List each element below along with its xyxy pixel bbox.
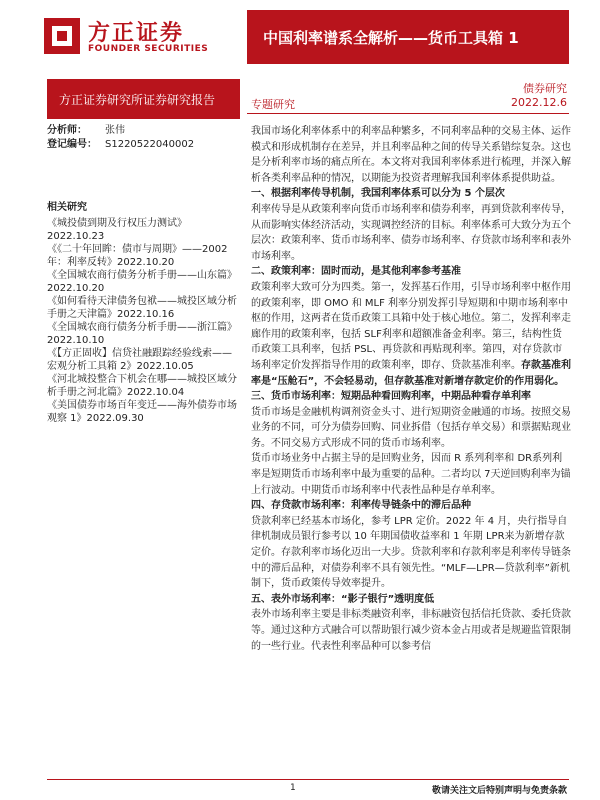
section-paragraph-3a: 货币市场是金融机构调剂资金头寸、进行短期资金融通的市场。按照交易业务的不同，可分为债券回购、同业拆借（包括存单交易）和票据贴现业务。不同交易方式形成不同的货币市场利率。: [251, 406, 571, 449]
related-research-title: 相关研究: [47, 202, 87, 213]
analyst-name: 张伟: [105, 125, 125, 136]
report-date: 2022.12.6: [511, 96, 567, 109]
registration-number: S1220522040002: [105, 139, 195, 150]
related-item[interactable]: 《全国城农商行债务分析手册——山东篇》2022.10.20: [47, 270, 237, 294]
section-paragraph-2a: [251, 280, 571, 389]
section-heading-1: 一、根据利率传导机制，我国利率体系可以分为 5 个层次: [251, 188, 505, 200]
related-item[interactable]: 《美国债券市场百年变迁——海外债券市场观察 1》2022.09.30: [47, 400, 237, 424]
page-number: 1: [290, 783, 296, 793]
related-item[interactable]: 《全国城农商行债务分析手册——浙江篇》2022.10.10: [47, 322, 237, 346]
report-title: 中国利率谱系全解析——货币工具箱 1: [263, 29, 519, 47]
analyst-label: 分析师：: [47, 125, 87, 136]
logo-mark-icon: [44, 18, 80, 54]
company-logo: [44, 14, 219, 60]
analyst-row: [47, 124, 240, 137]
section-paragraph-2b-text: 存款基准利率是“压舱石”，不会轻易动，但存款基准对新增存款定价的作用弱化。: [251, 359, 571, 387]
related-item[interactable]: 《城投债到期及行权压力测试》2022.10.23: [47, 218, 187, 242]
section-paragraph-5: 表外市场利率主要是非标类融资利率，非标融资包括信托贷款、委托贷款等。通过这种方式融合可以帮助银行减少资本金占用或者是规避监管限制的一些行业。代表性利率品种可以参考信: [251, 609, 571, 652]
related-item[interactable]: 《【方正固收】信贷社融跟踪经验线索——宏观分析工具箱 2》2022.10.05: [47, 348, 232, 372]
related-item[interactable]: 《河北城投整合下机会在哪——城投区域分析手册之河北篇》2022.10.04: [47, 374, 237, 398]
related-item[interactable]: 《《二十年回眸：债市与周期》——2002年：利率反转》2022.10.20: [47, 244, 228, 268]
report-type-label: 专题研究: [251, 98, 295, 111]
report-title-bar: [247, 10, 569, 64]
section-paragraph-4: 贷款利率已经基本市场化，参考 LPR 定价。2022 年 4 月，央行指导自律机制成员银行参考以 10 年期国债收益率和 1 年期 LPR来为新增存款定价。存款利率市场化迈出一大步。贷款利率和存款利率是利率传导链条中的滞后品种，对债券利率不具有领先性。“MLF—LPR—贷款利率”新机制下，货币政策传导效率提升。: [251, 515, 571, 590]
category-label: 债券研究: [523, 82, 567, 95]
logo-text-en: FOUNDER SECURITIES: [88, 44, 209, 54]
institute-label: 方正证券研究所证券研究报告: [59, 93, 216, 107]
section-heading-2: 二、政策利率：固时而动，是其他利率参考基准: [251, 266, 461, 278]
registration-row: [47, 138, 240, 151]
sidebar: [47, 124, 240, 425]
section-heading-4: 四、存贷款市场利率：利率传导链条中的滞后品种: [251, 500, 471, 512]
section-heading-3: 三、货币市场利率：短期品种看回购利率，中期品种看存单利率: [251, 391, 531, 403]
footer-divider: [47, 779, 569, 780]
header-divider: [247, 113, 569, 114]
logo-text-cn: 方正证券: [88, 21, 185, 46]
section-paragraph-3b: 货币市场业务中占据主导的是回购业务，因而 R 系列利率和 DR系列利率是短期货币市场利率中最为重要的品种。二者均以 7天逆回购利率为锚上行波动。中期货币市场利率中代表性品种是存单利率。: [251, 453, 571, 496]
intro-paragraph: 我国市场化利率体系中的利率品种繁多，不同利率品种的交易主体、运作模式和形成机制存在差异，并且利率品种之间的传导关系错综复杂。这也是分析利率市场的痛点所在。本文将对我国利率体系进行梳理，并深入解析各类利率品种的情况，以期能为投资者理解我国利率体系提供助益。: [251, 126, 571, 184]
section-heading-5: 五、表外市场利率：“影子银行”透明度低: [251, 593, 435, 605]
institute-band: [47, 79, 240, 119]
section-paragraph-1: 利率传导是从政策利率向货币市场利率和债券利率，再到贷款利率传导，从而影响实体经济活动，实现调控经济的目标。利率体系可大致分为五个层次：政策利率、货币市场利率、债券市场利率、存贷款市场利率和表外市场利率。: [251, 203, 571, 262]
main-body: [251, 124, 571, 654]
disclaimer-notice[interactable]: 敬请关注文后特别声明与免责条款: [431, 786, 567, 796]
section-paragraph-2a-text: 政策利率大致可分为四类。第一，发挥基石作用，引导市场利率中枢作用的政策利率，即 OMO 和 MLF 利率分别发挥引导短期和中期市场利率中枢的作用，这两者在货币政策工具箱中处于核心地位。第二，发挥利率走廊作用的政策利率，包括 SLF利率和超额准备金利率。第三，结构性货币政策工具利率，包括 PSL、再贷款和再贴现利率。第四，对存贷款市场利率定价发挥指导作用的政策利率，即存、贷款基准利率。: [251, 281, 571, 371]
related-item[interactable]: 《如何看待天津债务包袱——城投区域分析手册之天津篇》2022.10.16: [47, 296, 237, 320]
registration-label: 登记编号：: [47, 139, 97, 150]
